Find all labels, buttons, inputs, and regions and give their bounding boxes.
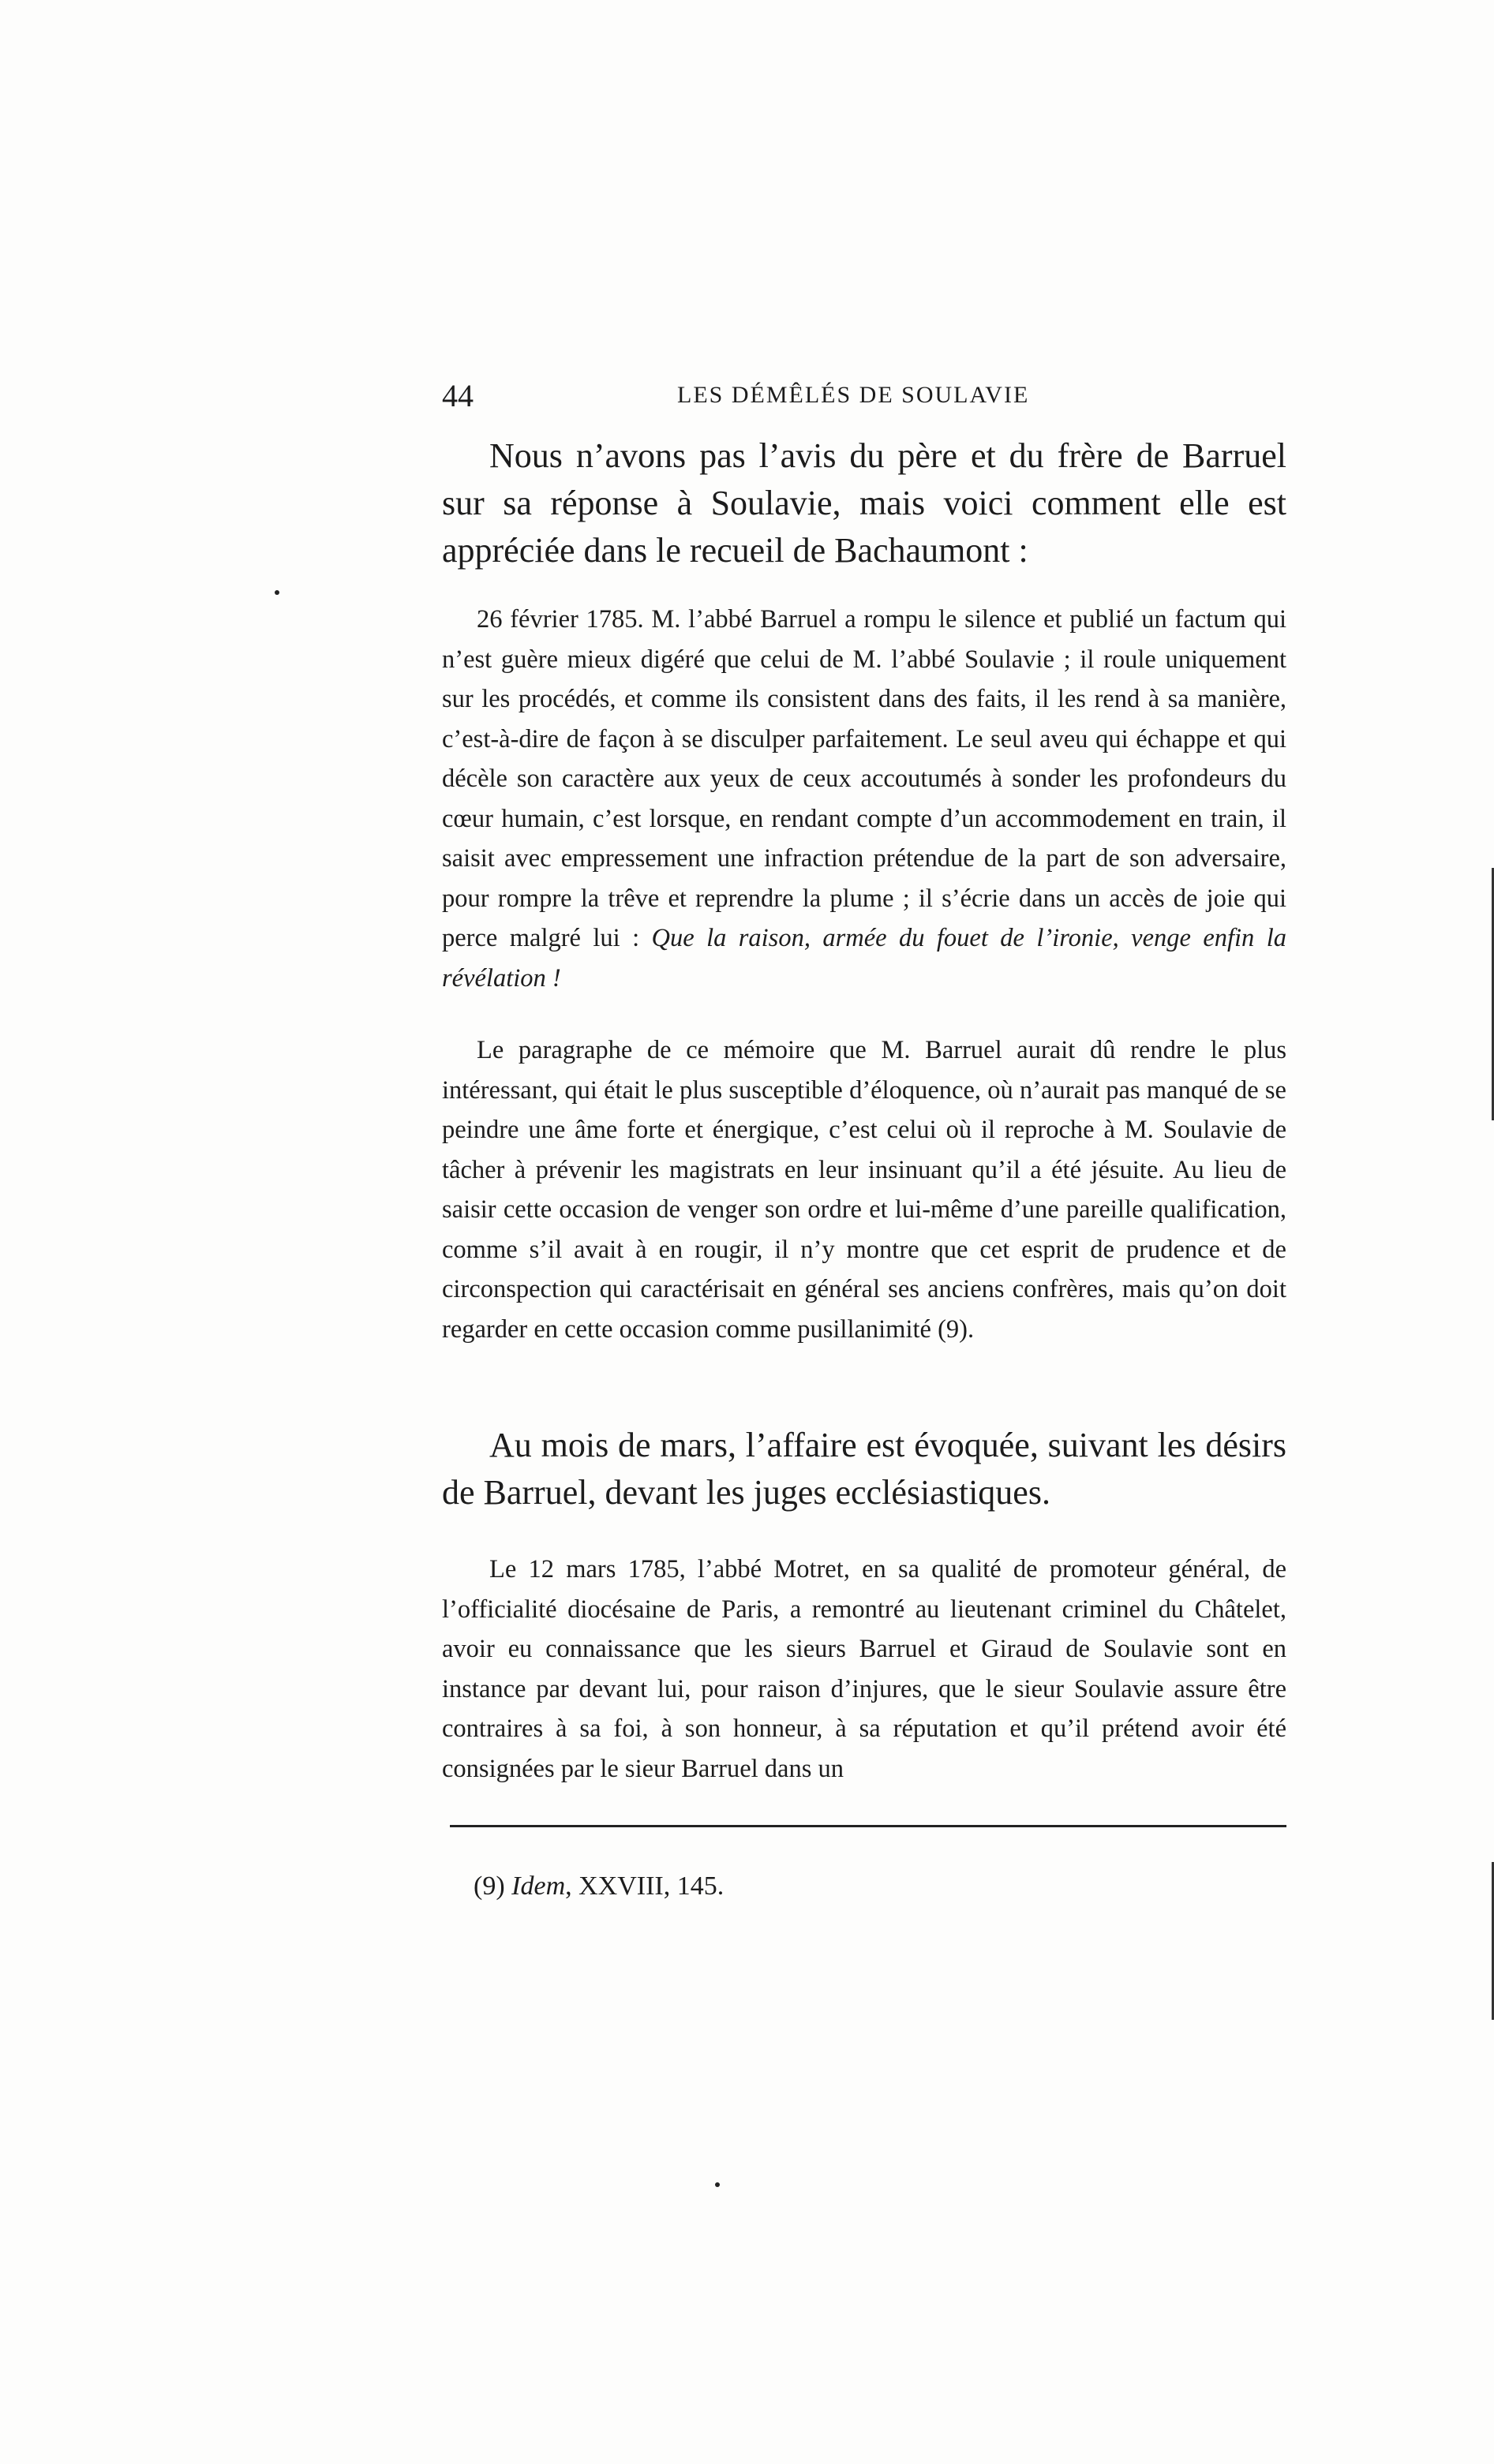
quote-paragraph-1 xyxy=(442,600,1286,998)
footnote-reference: , XXVIII, 145. xyxy=(565,1871,725,1901)
footnote-rule xyxy=(450,1825,1286,1827)
quote-italic: Que la raison, armée du fouet de l’ironie, venge enfin la révélation ! xyxy=(442,924,1286,993)
page-number: 44 xyxy=(442,378,474,413)
quote-text: 26 février 1785. M. l’abbé Barruel a rompu le silence et publié un factum qui n’est guère mieux digéré que celui de M. l’abbé Soulavie ; il roule uniquement sur les procédés, et comme ils consistent dans des faits, il les rend à sa manière, c’est-à-dire de façon à se disculper parfaitement. Le seul aveu qui échappe et qui décèle son caractère aux yeux de ceux accoutumés à sonder les profondeurs du cœur humain, c’est lorsque, en rendant compte d’un accommodement en train, il saisit avec empressement une infraction prétendue de la part de son adversaire, pour rompre la trêve et reprendre la plume ; il s’écrie dans un accès de joie qui perce malgré lui : xyxy=(442,605,1286,952)
intro-paragraph: Nous n’avons pas l’avis du père et du frère de Barruel sur sa réponse à Soulavie, mais voici comment elle est appréciée dans le recueil de Bachaumont : xyxy=(442,436,1286,570)
scan-speck xyxy=(275,590,279,595)
section-paragraph: Au mois de mars, l’affaire est évoquée, suivant les désirs de Barruel, devant les juges ecclésiastiques. xyxy=(442,1426,1286,1512)
quote-paragraph-2: Le paragraphe de ce mémoire que M. Barruel aurait dû rendre le plus intéressant, qui était le plus susceptible d’éloquence, où n’aurait pas manqué de se peindre une âme forte et énergique, c’est celui où il reproche à M. Soulavie de tâcher à prévenir les magistrats en leur insinuant qu’il a été jésuite. Au lieu de saisir cette occasion de venger son ordre et lui-même d’une pareille qualification, comme s’il avait à en rougir, il n’y montre que cet esprit de prudence et de circonspection qui caractérisait en général ses anciens confrères, mais qu’on doit regarder en cette occasion comme pusillanimité (9). xyxy=(442,1036,1286,1344)
scan-speck xyxy=(715,2182,720,2187)
page-header xyxy=(442,377,1286,417)
footnote-source: Idem xyxy=(511,1871,566,1901)
body-paragraph: Le 12 mars 1785, l’abbé Motret, en sa qualité de promoteur général, de l’officialité diocésaine de Paris, a remontré au lieutenant criminel du Châtelet, avoir eu connaissance que les sieurs Barruel et Giraud de Soulavie sont en instance par devant lui, pour raison d’injures, que le sieur Soulavie assure être contraires à sa foi, à son honneur, à sa réputation et qu’il prétend avoir été consignées par le sieur Barruel dans un xyxy=(442,1555,1286,1783)
footnote xyxy=(474,1871,724,1901)
running-head: LES DÉMÊLÉS DE SOULAVIE xyxy=(677,382,1030,408)
footnote-number: (9) xyxy=(474,1871,505,1901)
